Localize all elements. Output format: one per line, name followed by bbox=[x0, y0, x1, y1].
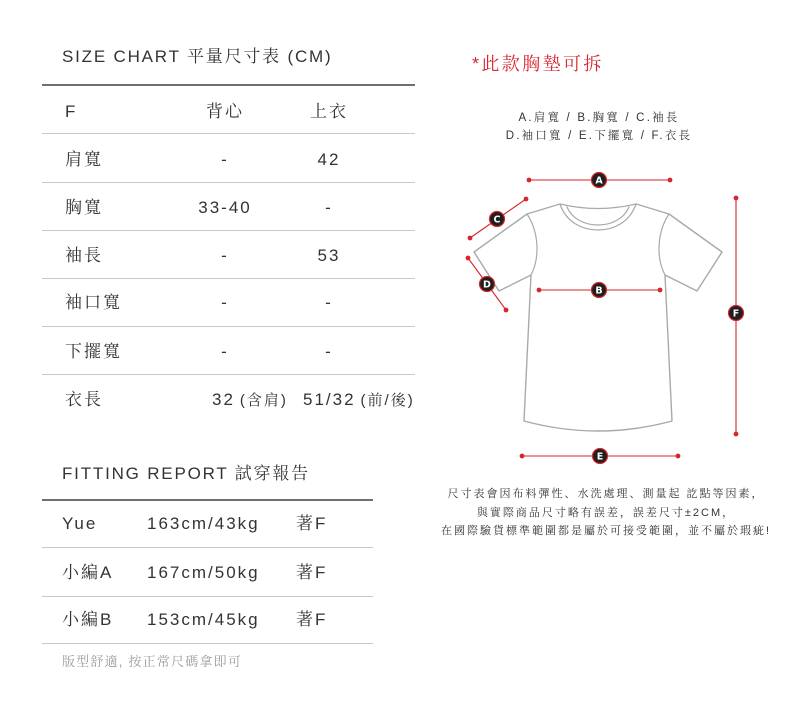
fitting-report-title: FITTING REPORT 試穿報告 bbox=[62, 464, 310, 483]
measure-c-end-dot bbox=[468, 236, 473, 241]
model-measurements: 153cm/45kg bbox=[147, 610, 260, 629]
table-divider bbox=[42, 374, 415, 375]
row-label: 袖口寬 bbox=[65, 293, 122, 312]
measure-b-end-dot bbox=[658, 288, 663, 293]
marker-f-label: F bbox=[732, 308, 740, 320]
model-size-worn: 著F bbox=[296, 610, 328, 629]
tshirt-outline bbox=[474, 204, 722, 431]
model-size-worn: 著F bbox=[296, 514, 328, 533]
measure-b-start-dot bbox=[537, 288, 542, 293]
size-row-cuff bbox=[42, 293, 415, 313]
table-divider bbox=[42, 643, 373, 644]
measurement-diagram bbox=[420, 40, 792, 545]
size-row-chest bbox=[42, 198, 415, 218]
size-disclaimer-line: 尺寸表會因布料彈性、水洗處理、測量起 訖點等因素， bbox=[447, 488, 765, 500]
marker-d-label: D bbox=[483, 279, 491, 291]
fitting-row bbox=[42, 514, 373, 534]
top-value: - bbox=[325, 198, 333, 217]
size-disclaimer-line: 與實際商品尺寸略有誤差，誤差尺寸±2CM， bbox=[476, 507, 736, 519]
size-chart-title: SIZE CHART 平量尺寸表 (CM) bbox=[62, 47, 333, 66]
size-row-shoulder bbox=[42, 150, 415, 170]
measurement-legend-line: A.肩寬 / B.胸寬 / C.袖長 bbox=[518, 112, 680, 124]
model-name: Yue bbox=[62, 514, 98, 533]
top-value: 53 bbox=[317, 246, 341, 265]
top-value: - bbox=[325, 293, 333, 312]
table-divider bbox=[42, 596, 373, 597]
table-divider bbox=[42, 182, 415, 183]
header-vest: 背心 bbox=[206, 102, 244, 121]
vest-length-cell bbox=[212, 390, 288, 411]
fitting-report-table bbox=[42, 450, 374, 672]
header-top: 上衣 bbox=[310, 102, 348, 121]
top-length-cell bbox=[303, 390, 415, 411]
vest-value: 32 bbox=[212, 390, 235, 409]
table-divider bbox=[42, 547, 373, 548]
top-note: (前/後) bbox=[360, 392, 415, 409]
size-row-sleeve-length bbox=[42, 246, 415, 266]
header-size-label: F bbox=[65, 102, 78, 121]
marker-b-label: B bbox=[595, 285, 603, 297]
model-name: 小編A bbox=[62, 563, 114, 582]
fitting-row bbox=[42, 563, 373, 583]
row-label: 袖長 bbox=[65, 246, 103, 265]
measure-d-start-dot bbox=[466, 256, 471, 261]
model-size-worn: 著F bbox=[296, 563, 328, 582]
measure-c-start-dot bbox=[524, 197, 529, 202]
fitting-row bbox=[42, 610, 373, 630]
size-row-length bbox=[42, 390, 415, 410]
size-chart-title-rule bbox=[42, 84, 415, 86]
measure-f-end-dot bbox=[734, 432, 739, 437]
measure-e-hem bbox=[520, 449, 681, 464]
measure-f-length bbox=[729, 196, 744, 437]
row-label: 衣長 bbox=[65, 390, 103, 409]
model-measurements: 167cm/50kg bbox=[147, 563, 260, 582]
model-measurements: 163cm/43kg bbox=[147, 514, 260, 533]
top-value: 42 bbox=[317, 150, 341, 169]
marker-c-label: C bbox=[493, 214, 501, 226]
measure-a-shoulder bbox=[527, 173, 673, 188]
measure-f-start-dot bbox=[734, 196, 739, 201]
size-disclaimer-line: 在國際驗貨標準範圍都是屬於可接受範圍，並不屬於瑕疵! bbox=[440, 525, 772, 537]
vest-value: - bbox=[221, 342, 229, 361]
tshirt-diagram bbox=[455, 168, 755, 468]
fit-note: 版型舒適, 按正常尺碼拿即可 bbox=[62, 654, 243, 669]
table-divider bbox=[42, 326, 415, 327]
measure-a-end-dot bbox=[668, 178, 673, 183]
size-chart-table bbox=[42, 40, 420, 415]
row-label: 肩寬 bbox=[65, 150, 103, 169]
marker-e-label: E bbox=[596, 451, 604, 463]
measurement-legend-line: D.袖口寬 / E.下擺寬 / F.衣長 bbox=[505, 130, 693, 142]
table-divider bbox=[42, 133, 415, 134]
marker-a-label: A bbox=[595, 175, 603, 187]
model-name: 小編B bbox=[62, 610, 114, 629]
row-label: 胸寬 bbox=[65, 198, 103, 217]
vest-value: - bbox=[221, 293, 229, 312]
removable-pad-notice: *此款胸墊可拆 bbox=[472, 54, 604, 74]
table-divider bbox=[42, 278, 415, 279]
size-row-hem bbox=[42, 342, 415, 362]
vest-note: (含肩) bbox=[239, 392, 288, 409]
vest-value: - bbox=[221, 150, 229, 169]
measure-e-end-dot bbox=[676, 454, 681, 459]
row-label: 下擺寬 bbox=[65, 342, 122, 361]
measure-e-start-dot bbox=[520, 454, 525, 459]
measure-a-start-dot bbox=[527, 178, 532, 183]
vest-value: - bbox=[221, 246, 229, 265]
top-value: 51/32 bbox=[303, 390, 356, 409]
fitting-report-title-rule bbox=[42, 499, 373, 501]
measure-d-end-dot bbox=[504, 308, 509, 313]
vest-value: 33-40 bbox=[198, 198, 252, 217]
top-value: - bbox=[325, 342, 333, 361]
size-chart-header-row bbox=[42, 102, 415, 122]
table-divider bbox=[42, 230, 415, 231]
